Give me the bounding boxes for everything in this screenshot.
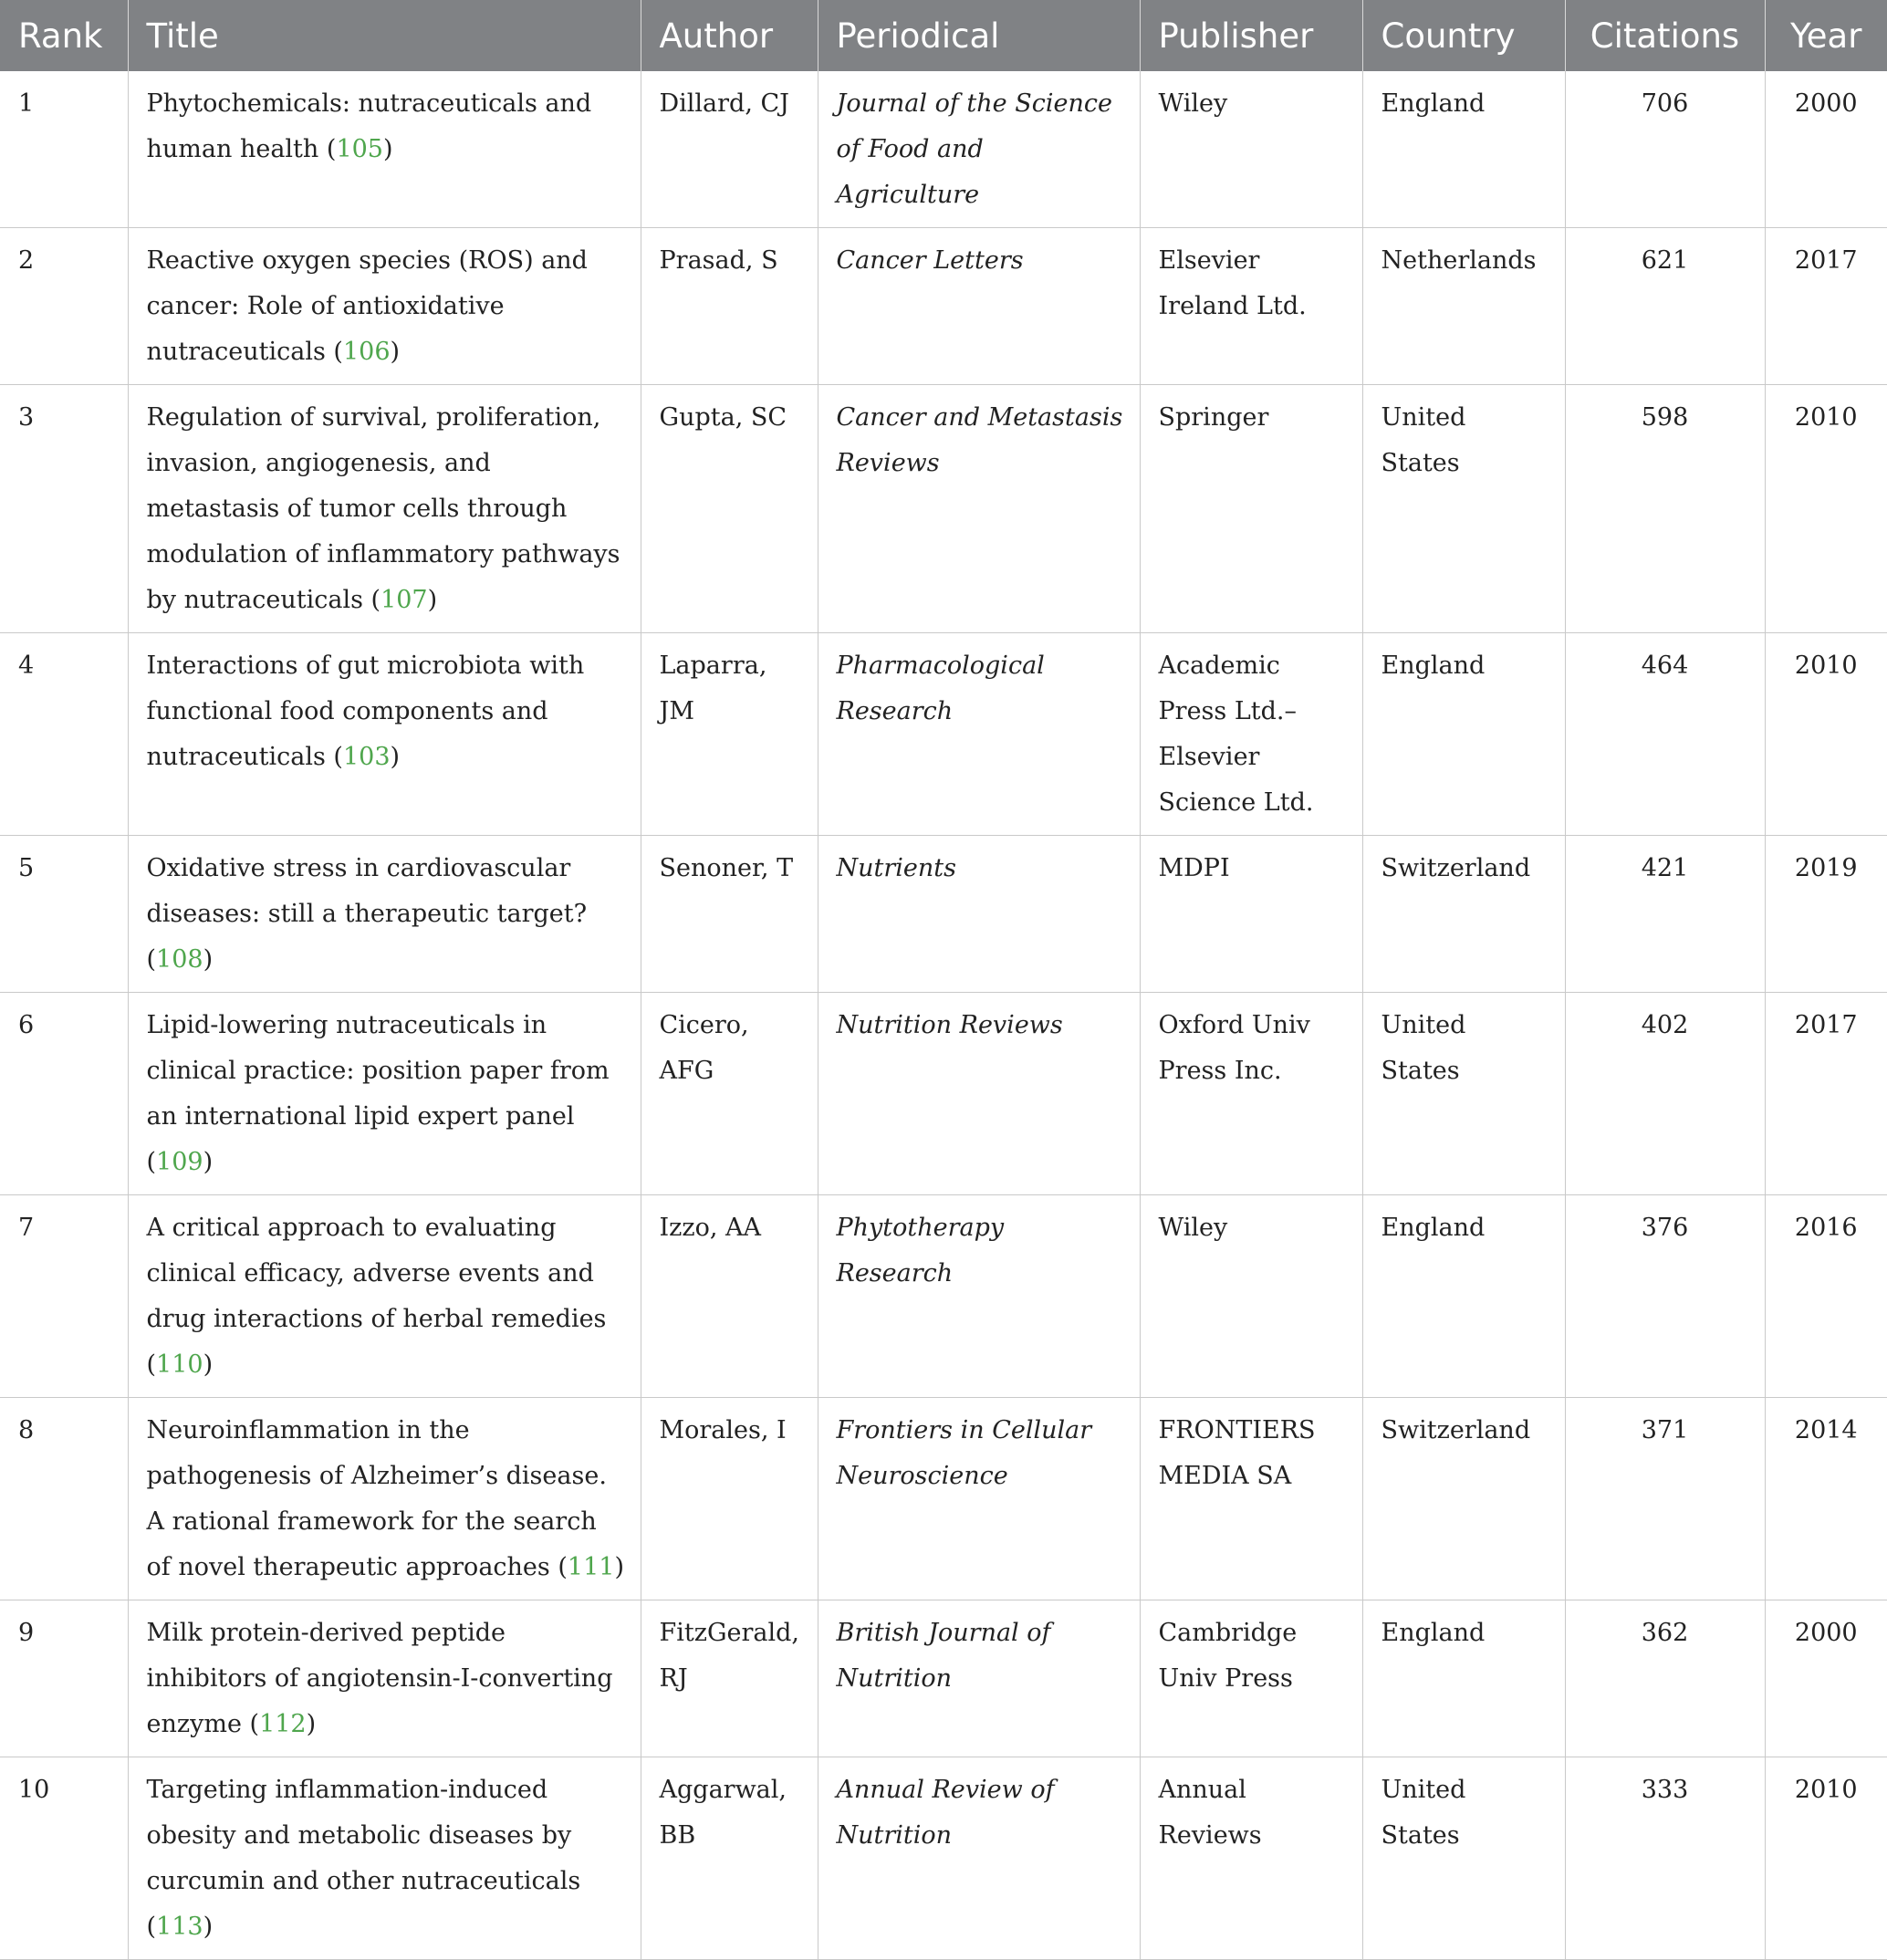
cell-periodical: British Journal of Nutrition	[818, 1600, 1140, 1757]
cell-periodical: Pharmacological Research	[818, 633, 1140, 836]
cell-publisher: Cambridge Univ Press	[1140, 1600, 1362, 1757]
cell-country: England	[1362, 71, 1565, 228]
cell-author: Cicero, AFG	[641, 993, 818, 1195]
cell-rank: 8	[0, 1398, 128, 1600]
table-row	[0, 1600, 1887, 1757]
cell-title: Interactions of gut microbiota with functional food components and nutraceuticals (103)	[128, 633, 641, 836]
cell-publisher: Academic Press Ltd.–Elsevier Science Ltd.	[1140, 633, 1362, 836]
cell-year: 2010	[1765, 1757, 1887, 1960]
cell-country: England	[1362, 1600, 1565, 1757]
reference-link[interactable]: 113	[156, 1913, 203, 1941]
header-row	[0, 0, 1887, 71]
cell-periodical: Annual Review of Nutrition	[818, 1757, 1140, 1960]
cell-citations: 598	[1565, 385, 1765, 633]
cell-citations: 621	[1565, 228, 1765, 385]
cell-year: 2000	[1765, 71, 1887, 228]
table-row	[0, 1398, 1887, 1600]
reference-link[interactable]: 111	[567, 1553, 615, 1581]
cell-periodical: Nutrition Reviews	[818, 993, 1140, 1195]
header-author: Author	[641, 0, 818, 71]
cell-rank: 4	[0, 633, 128, 836]
cell-title: Neuroinflammation in the pathogenesis of Alzheimer’s disease. A rational framework for the search of novel therapeutic approaches (111)	[128, 1398, 641, 1600]
cell-periodical: Cancer and Metastasis Reviews	[818, 385, 1140, 633]
cell-year: 2014	[1765, 1398, 1887, 1600]
cell-periodical: Frontiers in Cellular Neuroscience	[818, 1398, 1140, 1600]
cell-periodical: Cancer Letters	[818, 228, 1140, 385]
table-row	[0, 1757, 1887, 1960]
title-text: Milk protein-derived peptide inhibitors of angiotensin-I-converting enzyme	[146, 1619, 613, 1738]
cell-author: Aggarwal, BB	[641, 1757, 818, 1960]
cell-publisher: Oxford Univ Press Inc.	[1140, 993, 1362, 1195]
cell-country: Switzerland	[1362, 836, 1565, 993]
cell-year: 2010	[1765, 633, 1887, 836]
title-text: Oxidative stress in cardiovascular diseases: still a therapeutic target?	[146, 854, 588, 928]
reference-link[interactable]: 109	[156, 1148, 203, 1176]
cell-citations: 371	[1565, 1398, 1765, 1600]
cell-year: 2017	[1765, 228, 1887, 385]
cell-title: Milk protein-derived peptide inhibitors of angiotensin-I-converting enzyme (112)	[128, 1600, 641, 1757]
cell-publisher: MDPI	[1140, 836, 1362, 993]
cell-citations: 421	[1565, 836, 1765, 993]
cell-title: Reactive oxygen species (ROS) and cancer: Role of antioxidative nutraceuticals (106)	[128, 228, 641, 385]
reference-link[interactable]: 103	[342, 743, 391, 771]
cell-publisher: Elsevier Ireland Ltd.	[1140, 228, 1362, 385]
reference-link[interactable]: 107	[381, 586, 428, 614]
table-row	[0, 1195, 1887, 1398]
cell-rank: 7	[0, 1195, 128, 1398]
cell-title: A critical approach to evaluating clinical efficacy, adverse events and drug interactions of herbal remedies (110)	[128, 1195, 641, 1398]
cell-author: FitzGerald, RJ	[641, 1600, 818, 1757]
cell-citations: 362	[1565, 1600, 1765, 1757]
title-text: Targeting inflammation-induced obesity and metabolic diseases by curcumin and other nutraceuticals	[146, 1776, 581, 1895]
cell-country: United States	[1362, 993, 1565, 1195]
cell-rank: 10	[0, 1757, 128, 1960]
table-row	[0, 71, 1887, 228]
cell-year: 2010	[1765, 385, 1887, 633]
cell-citations: 464	[1565, 633, 1765, 836]
title-text: Lipid-lowering nutraceuticals in clinical practice: position paper from an international lipid expert panel	[146, 1011, 610, 1131]
cell-title: Phytochemicals: nutraceuticals and human health (105)	[128, 71, 641, 228]
cell-citations: 376	[1565, 1195, 1765, 1398]
table-row	[0, 993, 1887, 1195]
cell-year: 2000	[1765, 1600, 1887, 1757]
title-text: Neuroinflammation in the pathogenesis of Alzheimer’s disease. A rational framework for the search of novel therapeutic approaches	[146, 1416, 607, 1581]
reference-link[interactable]: 112	[259, 1710, 307, 1738]
header-rank: Rank	[0, 0, 128, 71]
table-row	[0, 633, 1887, 836]
cell-periodical: Nutrients	[818, 836, 1140, 993]
cell-title: Lipid-lowering nutraceuticals in clinical practice: position paper from an international lipid expert panel (109)	[128, 993, 641, 1195]
cell-author: Gupta, SC	[641, 385, 818, 633]
cell-author: Dillard, CJ	[641, 71, 818, 228]
cell-rank: 5	[0, 836, 128, 993]
cell-publisher: FRONTIERS MEDIA SA	[1140, 1398, 1362, 1600]
title-text: A critical approach to evaluating clinical efficacy, adverse events and drug interactions of herbal remedies	[146, 1214, 607, 1333]
cell-year: 2017	[1765, 993, 1887, 1195]
cell-publisher: Wiley	[1140, 71, 1362, 228]
cell-rank: 3	[0, 385, 128, 633]
cell-publisher: Wiley	[1140, 1195, 1362, 1398]
header-publisher: Publisher	[1140, 0, 1362, 71]
cell-country: Netherlands	[1362, 228, 1565, 385]
cell-rank: 9	[0, 1600, 128, 1757]
cell-publisher: Springer	[1140, 385, 1362, 633]
cell-title: Targeting inflammation-induced obesity and metabolic diseases by curcumin and other nutraceuticals (113)	[128, 1757, 641, 1960]
table-row	[0, 228, 1887, 385]
title-text: Regulation of survival, proliferation, invasion, angiogenesis, and metastasis of tumor cells through modulation of inflammatory pathways by nutraceuticals	[146, 403, 620, 614]
cell-author: Prasad, S	[641, 228, 818, 385]
cell-rank: 2	[0, 228, 128, 385]
title-text: Phytochemicals: nutraceuticals and human health	[146, 89, 592, 163]
title-text: Reactive oxygen species (ROS) and cancer: Role of antioxidative nutraceuticals	[146, 246, 588, 366]
cell-title: Regulation of survival, proliferation, invasion, angiogenesis, and metastasis of tumor cells through modulation of inflammatory pathways by nutraceuticals (107)	[128, 385, 641, 633]
header-year: Year	[1790, 16, 1862, 56]
cell-rank: 6	[0, 993, 128, 1195]
cell-country: United States	[1362, 385, 1565, 633]
cell-author: Senoner, T	[641, 836, 818, 993]
cell-country: Switzerland	[1362, 1398, 1565, 1600]
cell-periodical: Journal of the Science of Food and Agriculture	[818, 71, 1140, 228]
reference-link[interactable]: 108	[156, 945, 203, 974]
reference-link[interactable]: 105	[336, 135, 383, 163]
cell-citations: 333	[1565, 1757, 1765, 1960]
cell-author: Izzo, AA	[641, 1195, 818, 1398]
table-row	[0, 385, 1887, 633]
cell-author: Laparra, JM	[641, 633, 818, 836]
cell-author: Morales, I	[641, 1398, 818, 1600]
cell-country: England	[1362, 633, 1565, 836]
table-row	[0, 836, 1887, 993]
header-citations: Citations	[1565, 0, 1765, 71]
cell-citations: 706	[1565, 71, 1765, 228]
reference-link[interactable]: 106	[342, 338, 391, 366]
cell-year: 2016	[1765, 1195, 1887, 1398]
header-country: Country	[1362, 0, 1565, 71]
title-text: Interactions of gut microbiota with functional food components and nutraceuticals	[146, 652, 585, 771]
cell-citations: 402	[1565, 993, 1765, 1195]
cell-periodical: Phytotherapy Research	[818, 1195, 1140, 1398]
cell-title: Oxidative stress in cardiovascular diseases: still a therapeutic target? (108)	[128, 836, 641, 993]
cell-country: England	[1362, 1195, 1565, 1398]
cell-year: 2019	[1765, 836, 1887, 993]
cell-country: United States	[1362, 1757, 1565, 1960]
reference-link[interactable]: 110	[156, 1350, 203, 1379]
cell-publisher: Annual Reviews	[1140, 1757, 1362, 1960]
header-periodical: Periodical	[818, 0, 1140, 71]
cell-rank: 1	[0, 71, 128, 228]
header-title: Title	[128, 0, 641, 71]
